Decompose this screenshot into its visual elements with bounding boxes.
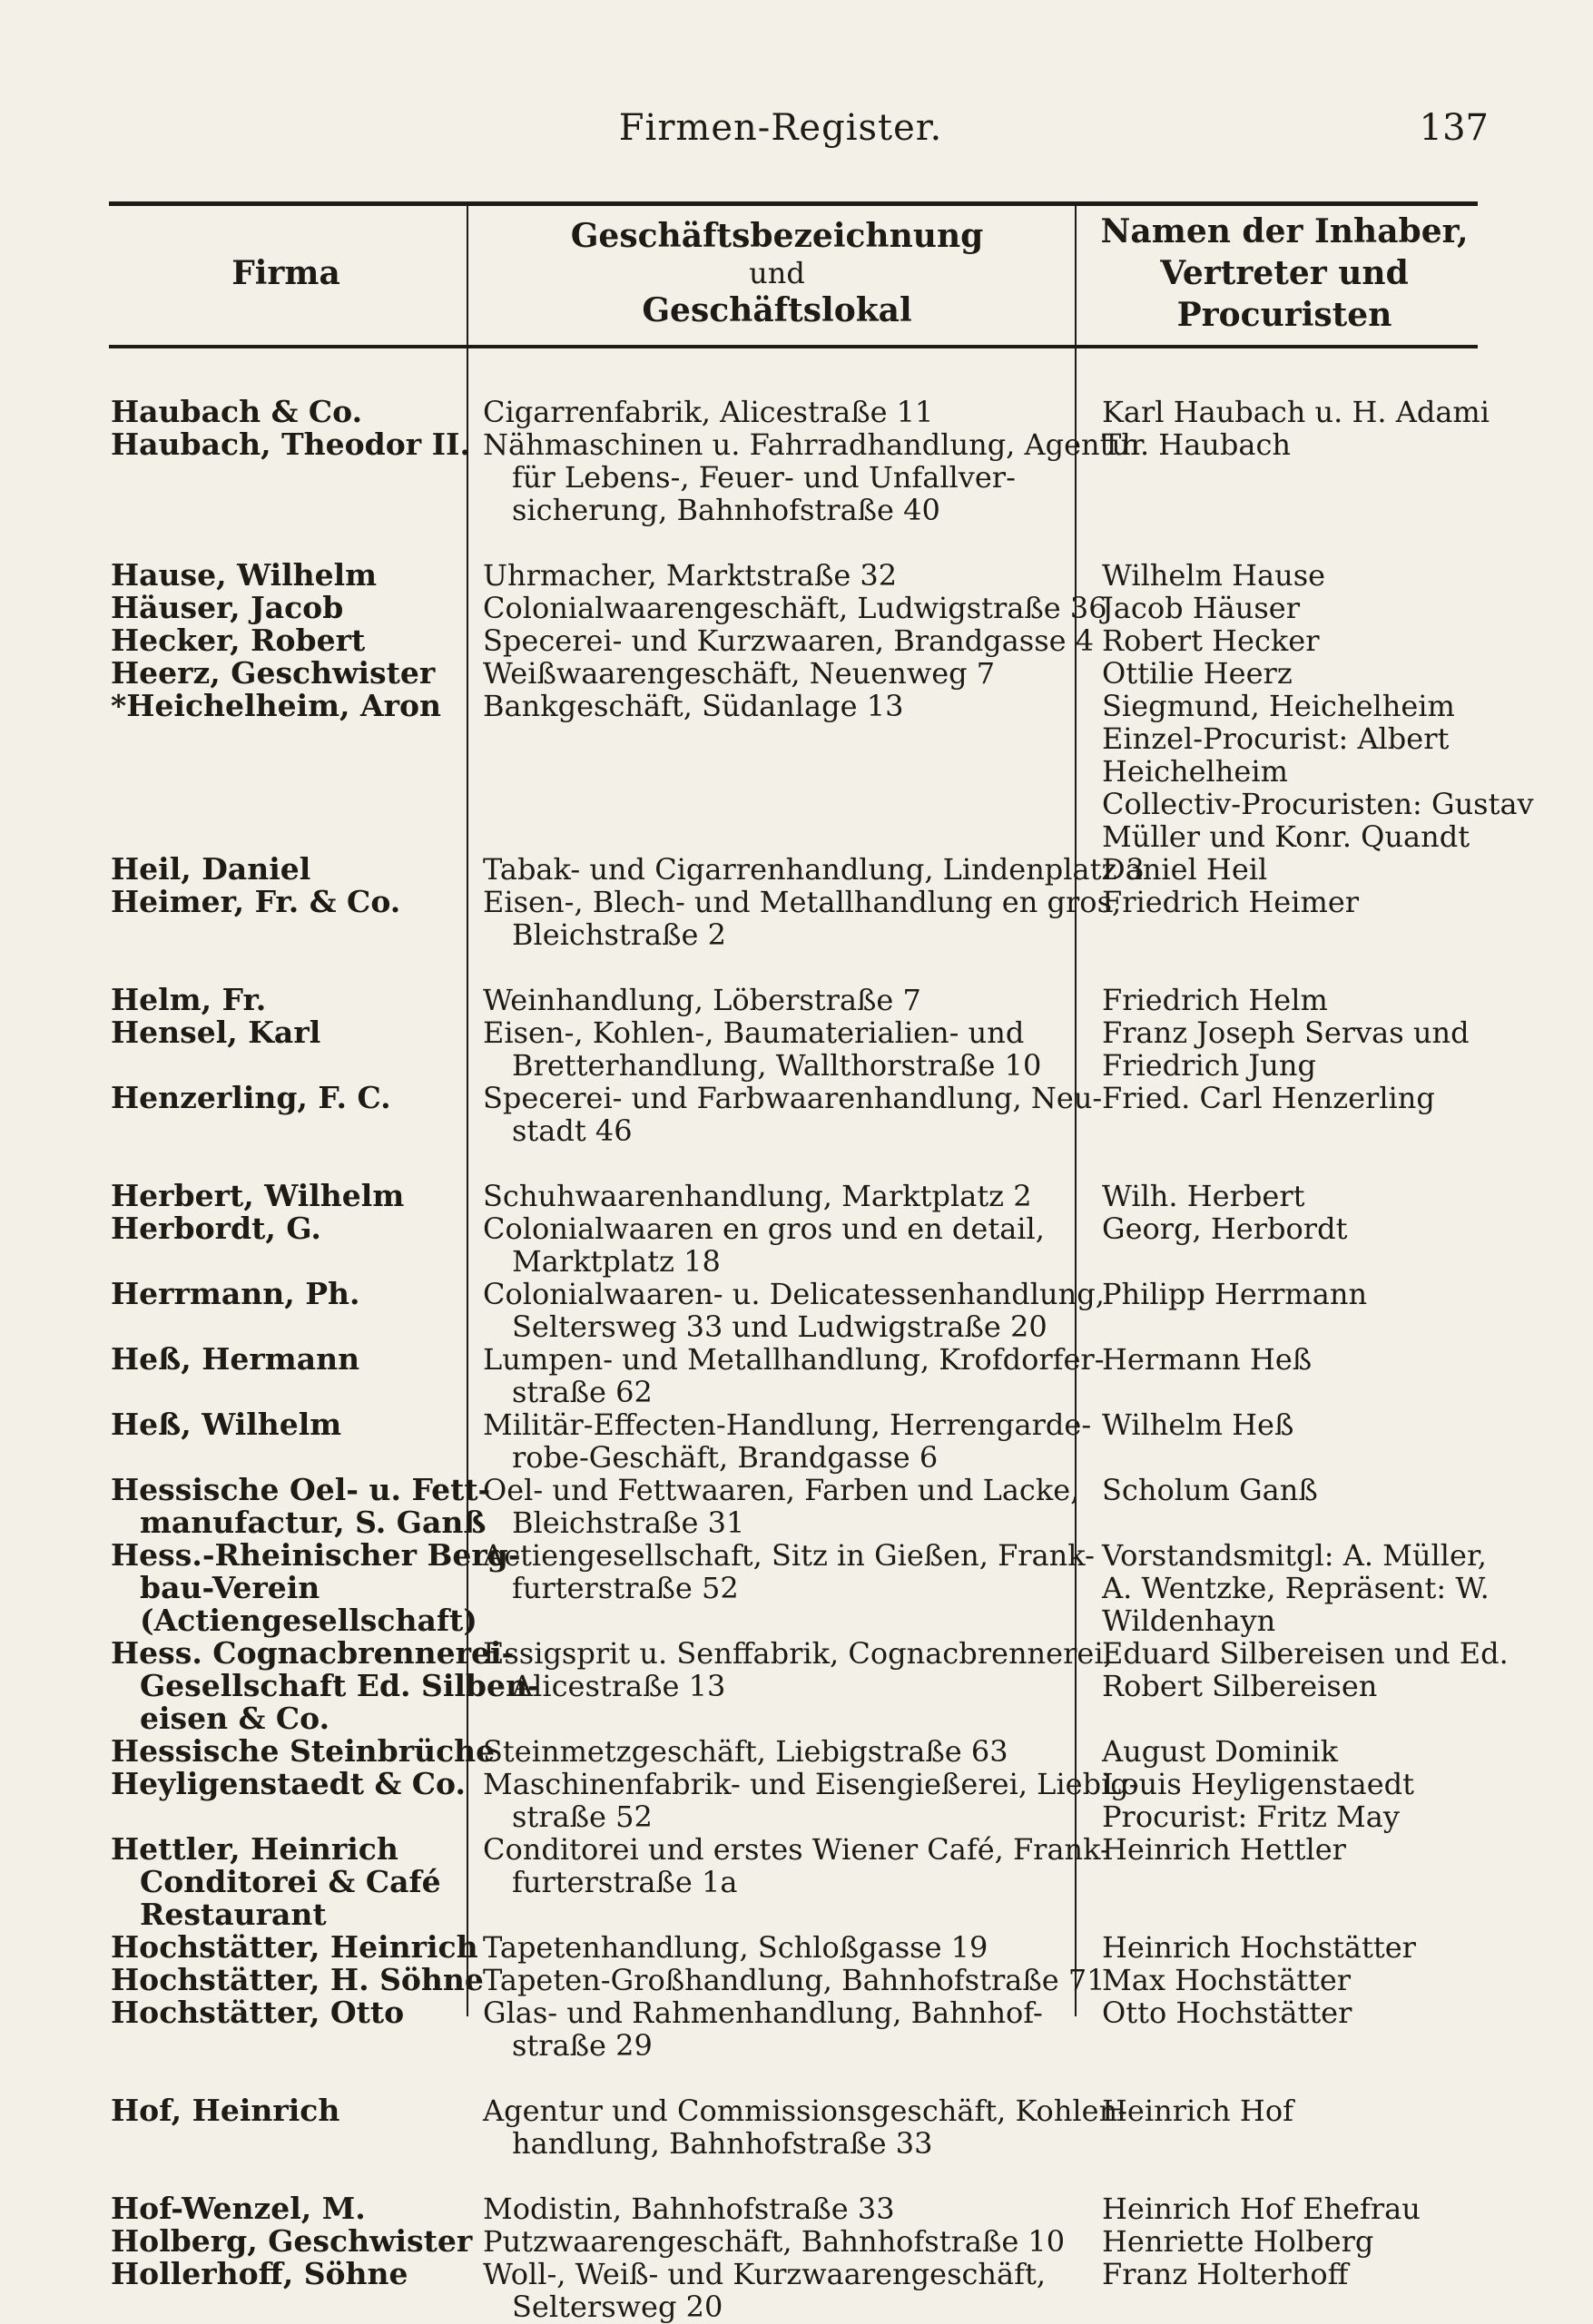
cell-text: Herbert, Wilhelm: [111, 1178, 405, 1213]
cell-text: Eisen-, Blech- und Metallhandlung en gros,: [483, 885, 1122, 919]
cell-text: Procurist: Fritz May: [1102, 1799, 1400, 1834]
geschaeft-cell: [468, 690, 1091, 853]
cell-text: Colonialwaaren- u. Delicatessenhandlung,: [483, 1277, 1105, 1311]
namen-cell: [1091, 1278, 1478, 1343]
cell-text: Schuhwaarenhandlung, Marktplatz 2: [483, 1179, 1032, 1213]
cell-text: Marktplatz 18: [512, 1244, 721, 1279]
table-row: [109, 2192, 1478, 2225]
table-row: [109, 428, 1478, 526]
cell-text: Daniel Heil: [1102, 852, 1268, 887]
table-row: [109, 559, 1478, 592]
geschaeft-cell: [468, 1342, 1105, 1409]
cell-text: Colonialwaarengeschäft, Ludwigstraße 36: [483, 591, 1107, 625]
cell-text: Oel- und Fettwaaren, Farben und Lacke,: [483, 1473, 1080, 1507]
namen-cell: [1091, 1931, 1478, 1964]
table-row: [109, 1996, 1478, 2062]
cell-text: Actiengesellschaft, Sitz in Gießen, Frank-: [483, 1538, 1095, 1573]
column-header-label: Firma: [231, 254, 340, 292]
cell-text: Hause, Wilhelm: [111, 557, 378, 593]
cell-text: Helm, Fr.: [111, 982, 267, 1017]
firma-cell: [109, 853, 468, 886]
geschaeft-cell: [468, 1408, 1091, 1474]
cell-text: Haubach, Theodor II.: [111, 427, 470, 462]
table-row: [109, 1537, 1490, 1638]
register-table: [109, 201, 1478, 348]
firma-cell: [109, 1278, 468, 1343]
firma-cell: [109, 1082, 468, 1147]
cell-text: Hensel, Karl: [111, 1015, 321, 1050]
firma-cell: [109, 592, 468, 624]
cell-text: Essigsprit u. Senffabrik, Cognacbrennerei,: [483, 1636, 1113, 1671]
geschaeft-cell: [468, 1277, 1105, 1344]
geschaeft-cell: [468, 1996, 1091, 2062]
table-row: [109, 1212, 1478, 1278]
geschaeft-cell: [468, 1180, 1091, 1212]
cell-text: Henzerling, F. C.: [111, 1080, 391, 1115]
cell-text: Woll-, Weiß- und Kurzwaarengeschäft,: [483, 2257, 1046, 2291]
cell-text: Heß, Hermann: [111, 1341, 360, 1377]
firma-cell: [109, 984, 468, 1016]
table-row: [109, 984, 1478, 1016]
namen-cell: [1091, 2192, 1478, 2225]
cell-text: Müller und Konr. Quandt: [1102, 819, 1470, 854]
column-header-namen: [1091, 201, 1478, 345]
namen-cell: [1091, 1996, 1478, 2062]
firma-cell: [109, 1768, 468, 1833]
firma-cell: [109, 2258, 468, 2323]
cell-text: Max Hochstätter: [1102, 1963, 1352, 1997]
cell-text: Heerz, Geschwister: [111, 655, 436, 691]
cell-text: Eduard Silbereisen und Ed.: [1102, 1636, 1509, 1671]
firma-cell: [109, 2094, 468, 2160]
namen-cell: [1091, 559, 1478, 592]
cell-text: straße 29: [512, 2028, 653, 2063]
cell-text: Wildenhayn: [1102, 1603, 1276, 1638]
cell-text: Heimer, Fr. & Co.: [111, 884, 401, 919]
namen-cell: [1091, 984, 1478, 1016]
cell-text: Hessische Oel- u. Fett-: [111, 1472, 491, 1507]
cell-text: eisen & Co.: [140, 1701, 330, 1736]
cell-text: straße 52: [512, 1799, 653, 1834]
cell-text: Ottilie Heerz: [1102, 656, 1293, 691]
geschaeft-cell: [468, 1016, 1091, 1082]
column-header-label: und: [749, 256, 805, 290]
cell-text: Steinmetzgeschäft, Liebigstraße 63: [483, 1734, 1008, 1769]
cell-text: Bankgeschäft, Südanlage 13: [483, 689, 904, 723]
namen-cell: [1091, 1016, 1478, 1082]
cell-text: Gesellschaft Ed. Silben-: [140, 1668, 540, 1703]
cell-text: Specerei- und Farbwaarenhandlung, Neu-: [483, 1081, 1103, 1115]
cell-text: Hof, Heinrich: [111, 2093, 340, 2128]
table-row: [109, 688, 1534, 854]
page-header: [0, 107, 1593, 162]
geschaeft-cell: [468, 2192, 1091, 2225]
namen-cell: [1091, 886, 1478, 951]
cell-text: Jacob Häuser: [1102, 591, 1300, 625]
page-title: Firmen-Register.: [618, 107, 943, 149]
cell-text: Friedrich Jung: [1102, 1048, 1316, 1083]
cell-text: bau-Verein: [140, 1570, 320, 1605]
cell-text: Bleichstraße 2: [512, 917, 726, 952]
geschaeft-cell: [468, 623, 1095, 658]
cell-text: Eisen-, Kohlen-, Baumaterialien- und: [483, 1015, 1025, 1050]
table-row: [109, 1082, 1478, 1147]
firma-cell: [109, 1472, 491, 1540]
cell-text: Restaurant: [140, 1897, 327, 1932]
namen-cell: [1091, 853, 1478, 886]
cell-text: Otto Hochstätter: [1102, 1996, 1352, 2030]
cell-text: Wilhelm Heß: [1102, 1407, 1294, 1442]
firma-cell: [109, 1180, 468, 1212]
cell-text: Heinrich Hettler: [1102, 1832, 1346, 1867]
geschaeft-cell: [468, 1081, 1103, 1148]
namen-cell: [1091, 1768, 1478, 1833]
firma-cell: [109, 657, 468, 690]
firma-cell: [109, 1016, 468, 1082]
cell-text: Häuser, Jacob: [111, 590, 344, 625]
cell-text: Tapeten-Großhandlung, Bahnhofstraße 71: [483, 1963, 1106, 1997]
table-row: [109, 1833, 1478, 1931]
cell-text: Hochstätter, Heinrich: [111, 1929, 478, 1965]
cell-text: Bleichstraße 31: [512, 1505, 745, 1540]
cell-text: Seltersweg 20: [512, 2290, 723, 2324]
table-row: [109, 1343, 1478, 1408]
table-row: [109, 1635, 1509, 1736]
geschaeft-cell: [468, 2258, 1091, 2323]
page-number: 137: [1419, 107, 1489, 149]
cell-text: Haubach & Co.: [111, 394, 363, 429]
geschaeft-cell: [468, 1212, 1091, 1278]
cell-text: Heß, Wilhelm: [111, 1407, 342, 1442]
cell-text: Tabak- und Cigarrenhandlung, Lindenplatz 3: [483, 852, 1145, 887]
namen-cell: [1091, 592, 1478, 624]
cell-text: Hessische Steinbrüche: [111, 1733, 496, 1769]
cell-text: Agentur und Commissionsgeschäft, Kohlen-: [483, 2094, 1128, 2128]
geschaeft-cell: [468, 885, 1122, 952]
namen-cell: [1091, 1538, 1490, 1638]
geschaeft-cell: [468, 1474, 1091, 1539]
cell-text: Heyligenstaedt & Co.: [111, 1766, 466, 1801]
cell-text: August Dominik: [1102, 1734, 1338, 1769]
firma-cell: [109, 1212, 468, 1278]
table-row: [109, 1768, 1478, 1833]
table-row: [109, 657, 1478, 690]
firma-cell: [109, 1833, 468, 1931]
geschaeft-cell: [468, 1931, 1091, 1964]
firma-cell: [109, 1343, 468, 1408]
cell-text: furterstraße 1a: [512, 1865, 738, 1899]
geschaeft-cell: [468, 591, 1107, 625]
cell-text: Friedrich Heimer: [1102, 885, 1360, 919]
cell-text: Heil, Daniel: [111, 851, 311, 887]
cell-text: straße 62: [512, 1375, 653, 1409]
namen-cell: [1091, 1474, 1478, 1539]
table-row: [109, 1735, 1478, 1768]
table-row: [109, 2225, 1478, 2258]
namen-cell: [1091, 1964, 1478, 1996]
cell-text: Herrmann, Ph.: [111, 1276, 360, 1311]
cell-text: Franz Holterhoff: [1102, 2257, 1349, 2291]
cell-text: Siegmund, Heichelheim: [1102, 689, 1455, 723]
table-row: [109, 624, 1478, 657]
cell-text: (Actiengesellschaft): [140, 1603, 477, 1638]
cell-text: Bretterhandlung, Wallthorstraße 10: [512, 1048, 1042, 1083]
namen-cell: [1091, 1636, 1509, 1735]
cell-text: handlung, Bahnhofstraße 33: [512, 2126, 933, 2161]
table-row: [109, 394, 1490, 429]
table-row: [109, 1016, 1478, 1082]
table-row: [109, 1278, 1478, 1343]
firma-cell: [109, 886, 468, 951]
cell-text: Philipp Herrmann: [1102, 1277, 1368, 1311]
register-entries: [109, 394, 1534, 2324]
geschaeft-cell: [468, 1963, 1106, 1997]
cell-text: Alicestraße 13: [512, 1669, 726, 1703]
cell-text: Conditorei und erstes Wiener Café, Frank-: [483, 1832, 1110, 1867]
column-header-geschaeft: [468, 201, 1086, 345]
table-row: [109, 886, 1478, 951]
namen-cell: [1091, 689, 1534, 854]
cell-text: Hettler, Heinrich: [111, 1831, 398, 1867]
table-row: [109, 1474, 1478, 1539]
cell-text: Vorstandsmitgl: A. Müller,: [1102, 1538, 1487, 1573]
namen-cell: [1091, 1082, 1478, 1147]
table-row: [109, 1408, 1478, 1474]
cell-text: stadt 46: [512, 1113, 633, 1148]
geschaeft-cell: [468, 2225, 1091, 2258]
cell-text: Fried. Carl Henzerling: [1102, 1081, 1435, 1115]
firma-cell: [109, 1635, 540, 1736]
cell-text: Cigarrenfabrik, Alicestraße 11: [483, 395, 934, 429]
cell-text: Wilh. Herbert: [1102, 1179, 1305, 1213]
firma-cell: [109, 690, 468, 853]
cell-text: Militär-Effecten-Handlung, Herrengarde-: [483, 1407, 1092, 1442]
cell-text: Maschinenfabrik- und Eisengießerei, Liebig-: [483, 1767, 1139, 1801]
cell-text: furterstraße 52: [512, 1571, 739, 1605]
geschaeft-cell: [468, 396, 1091, 428]
cell-text: Weißwaarengeschäft, Neuenweg 7: [483, 656, 996, 691]
column-header-label: Namen der Inhaber,: [1100, 212, 1469, 250]
cell-text: Tapetenhandlung, Schloßgasse 19: [483, 1930, 988, 1965]
cell-text: robe-Geschäft, Brandgasse 6: [512, 1440, 939, 1475]
cell-text: Putzwaarengeschäft, Bahnhofstraße 10: [483, 2224, 1066, 2259]
geschaeft-cell: [468, 427, 1145, 527]
cell-text: Wilhelm Hause: [1102, 558, 1326, 593]
geschaeft-cell: [468, 1636, 1113, 1735]
namen-cell: [1091, 657, 1478, 690]
cell-text: Lumpen- und Metallhandlung, Krofdorfer-: [483, 1342, 1105, 1377]
firma-cell: [109, 1537, 521, 1638]
cell-text: Collectiv-Procuristen: Gustav: [1102, 787, 1534, 821]
cell-text: Hess. Cognacbrennerei-: [111, 1635, 515, 1671]
cell-text: Uhrmacher, Marktstraße 32: [483, 558, 898, 593]
cell-text: Modistin, Bahnhofstraße 33: [483, 2192, 895, 2226]
geschaeft-cell: [468, 2094, 1128, 2161]
firma-cell: [109, 624, 468, 657]
cell-text: Weinhandlung, Löberstraße 7: [483, 983, 921, 1017]
table-row: [109, 2258, 1478, 2323]
firma-cell: [109, 2223, 473, 2259]
table-row: [109, 2094, 1478, 2160]
namen-cell: [1091, 1735, 1478, 1768]
cell-text: Henriette Holberg: [1102, 2224, 1374, 2259]
cell-text: Friedrich Helm: [1102, 983, 1328, 1017]
cell-text: Robert Silbereisen: [1102, 1669, 1378, 1703]
namen-cell: [1091, 1212, 1478, 1278]
table-row: [109, 1964, 1478, 1996]
cell-text: Hollerhoff, Söhne: [111, 2256, 408, 2291]
cell-text: Hochstätter, Otto: [111, 1995, 405, 2030]
cell-text: Scholum Ganß: [1102, 1473, 1318, 1507]
cell-text: Specerei- und Kurzwaaren, Brandgasse 4: [483, 623, 1095, 658]
cell-text: Einzel-Procurist: Albert: [1102, 721, 1450, 756]
namen-cell: [1091, 2258, 1478, 2323]
firma-cell: [109, 559, 468, 592]
cell-text: Conditorei & Café: [140, 1864, 441, 1899]
cell-text: Th. Haubach: [1102, 427, 1291, 462]
namen-cell: [1091, 2094, 1478, 2160]
geschaeft-cell: [468, 657, 1091, 690]
firma-cell: [109, 396, 468, 428]
geschaeft-cell: [468, 1832, 1110, 1931]
geschaeft-cell: [468, 1735, 1091, 1768]
table-row: [109, 1180, 1478, 1212]
firma-cell: [109, 1962, 484, 1997]
cell-text: Louis Heyligenstaedt: [1102, 1767, 1415, 1801]
cell-text: Hermann Heß: [1102, 1342, 1313, 1377]
cell-text: Herbordt, G.: [111, 1211, 321, 1246]
column-header-label: Geschäftsbezeichnung: [570, 217, 984, 255]
namen-cell: [1091, 395, 1490, 429]
geschaeft-cell: [468, 1767, 1139, 1834]
cell-text: sicherung, Bahnhofstraße 40: [512, 493, 940, 527]
namen-cell: [1091, 428, 1478, 526]
namen-cell: [1091, 1408, 1478, 1474]
cell-text: Heinrich Hof Ehefrau: [1102, 2192, 1421, 2226]
cell-text: Robert Hecker: [1102, 623, 1320, 658]
geschaeft-cell: [468, 852, 1145, 887]
namen-cell: [1091, 1180, 1478, 1212]
cell-text: manufactur, S. Ganß: [140, 1505, 487, 1540]
table-row: [109, 1931, 1478, 1964]
cell-text: *Heichelheim, Aron: [111, 688, 441, 723]
cell-text: Holberg, Geschwister: [111, 2223, 473, 2259]
cell-text: Georg, Herbordt: [1102, 1211, 1348, 1246]
geschaeft-cell: [468, 1538, 1095, 1637]
column-header-label: Geschäftslokal: [642, 291, 912, 329]
cell-text: Heinrich Hochstätter: [1102, 1930, 1416, 1965]
firma-cell: [109, 1929, 478, 1965]
cell-text: Heinrich Hof: [1102, 2094, 1293, 2128]
geschaeft-cell: [468, 984, 1091, 1016]
cell-text: A. Wentzke, Repräsent: W.: [1102, 1571, 1490, 1605]
cell-text: Glas- und Rahmenhandlung, Bahnhof-: [483, 1996, 1043, 2030]
firma-cell: [109, 1733, 496, 1769]
cell-text: Seltersweg 33 und Ludwigstraße 20: [512, 1309, 1047, 1344]
cell-text: Nähmaschinen u. Fahrradhandlung, Agentur: [483, 427, 1145, 462]
geschaeft-cell: [468, 559, 1091, 592]
cell-text: Karl Haubach u. H. Adami: [1102, 395, 1490, 429]
namen-cell: [1091, 1833, 1478, 1931]
cell-text: Hof-Wenzel, M.: [111, 2191, 366, 2226]
firma-cell: [109, 1996, 468, 2062]
column-header-firma: [109, 201, 463, 345]
cell-text: Heichelheim: [1102, 754, 1288, 789]
cell-text: Hochstätter, H. Söhne: [111, 1962, 484, 1997]
namen-cell: [1091, 1343, 1478, 1408]
cell-text: Hess.-Rheinischer Berg-: [111, 1537, 521, 1573]
firma-cell: [109, 1408, 468, 1474]
namen-cell: [1091, 2225, 1478, 2258]
table-header: [109, 201, 1478, 348]
table-row: [109, 592, 1478, 624]
cell-text: Franz Joseph Servas und: [1102, 1015, 1470, 1050]
firma-cell: [109, 2192, 468, 2225]
namen-cell: [1091, 624, 1478, 657]
table-row: [109, 853, 1478, 886]
firma-cell: [109, 428, 468, 526]
cell-text: Hecker, Robert: [111, 623, 366, 658]
cell-text: Colonialwaaren en gros und en detail,: [483, 1211, 1045, 1246]
cell-text: für Lebens-, Feuer- und Unfallver-: [512, 460, 1016, 495]
column-header-label: Vertreter und Procuristen: [1160, 254, 1409, 334]
